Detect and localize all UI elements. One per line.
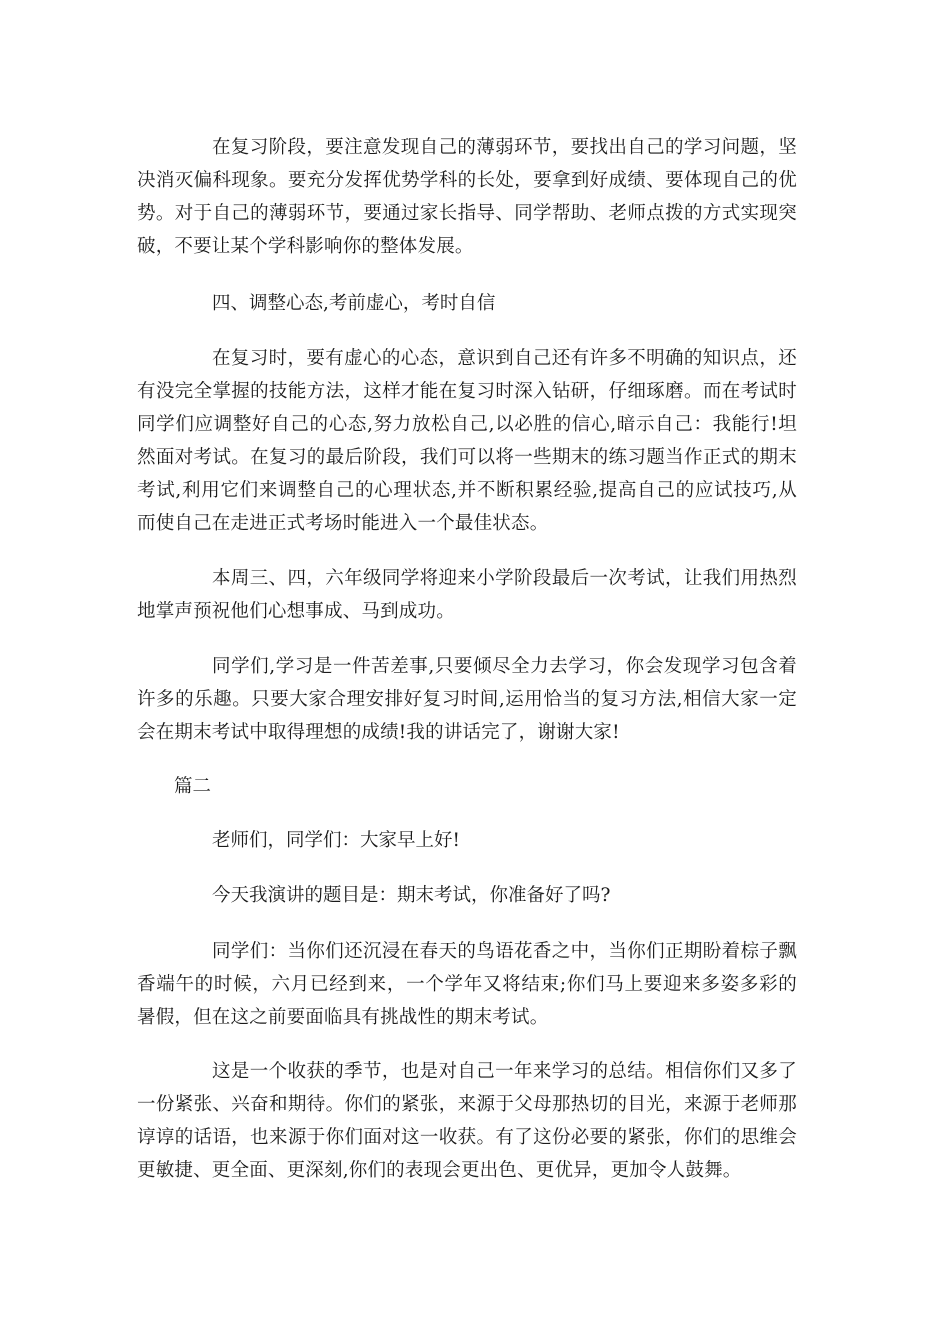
section-title-part-two: 篇二 xyxy=(174,776,212,797)
paragraph-harvest-season: 这是一个收获的季节，也是对自己一年来学习的总结。相信你们又多了一份紧张、兴奋和期待。你们的紧张，来源于父母那热切的目光，来源于老师那谆谆的话语，也来源于你们面对这一收获。有了这份必要的紧张，你们的思维会更敏捷、更全面、更深刻,你们的表现会更出色、更优异，更加令人鼓舞。 xyxy=(137,1061,797,1181)
section-heading-adjust-mindset: 四、调整心态,考前虚心，考时自信 xyxy=(212,293,496,314)
paragraph-june-exam: 同学们：当你们还沉浸在春天的鸟语花香之中，当你们正期盼着棕子飘香端午的时候，六月已经到来，一个学年又将结束;你们马上要迎来多姿多彩的暑假，但在这之前要面临具有挑战性的期末考试。 xyxy=(137,941,797,1028)
paragraph-mindset: 在复习时，要有虚心的心态，意识到自己还有许多不明确的知识点，还有没完全掌握的技能方法，这样才能在复习时深入钻研，仔细琢磨。而在考试时同学们应调整好自己的心态,努力放松自己,以必胜的信心,暗示自己：我能行!坦然面对考试。在复习的最后阶段，我们可以将一些期末的练习题当作正式的期末考试,利用它们来调整自己的心理状态,并不断积累经验,提高自己的应试技巧,从而使自己在走进正式考场时能进入一个最佳状态。 xyxy=(137,348,797,534)
greeting-line: 老师们，同学们：大家早上好! xyxy=(212,830,460,851)
paragraph-sixth-grade-exam: 本周三、四，六年级同学将迎来小学阶段最后一次考试，让我们用热烈地掌声预祝他们心想事成、马到成功。 xyxy=(137,568,797,622)
paragraph-weak-points: 在复习阶段，要注意发现自己的薄弱环节，要找出自己的学习问题，坚决消灭偏科现象。要充分发挥优势学科的长处，要拿到好成绩、要体现自己的优势。对于自己的薄弱环节，要通过家长指导、同学帮助、老师点拨的方式实现突破，不要让某个学科影响你的整体发展。 xyxy=(137,137,797,257)
paragraph-closing-remarks: 同学们,学习是一件苦差事,只要倾尽全力去学习，你会发现学习包含着许多的乐趣。只要大家合理安排好复习时间,运用恰当的复习方法,相信大家一定会在期末考试中取得理想的成绩!我的讲话完了，谢谢大家! xyxy=(137,656,797,743)
speech-topic-line: 今天我演讲的题目是：期末考试，你准备好了吗? xyxy=(212,885,611,906)
